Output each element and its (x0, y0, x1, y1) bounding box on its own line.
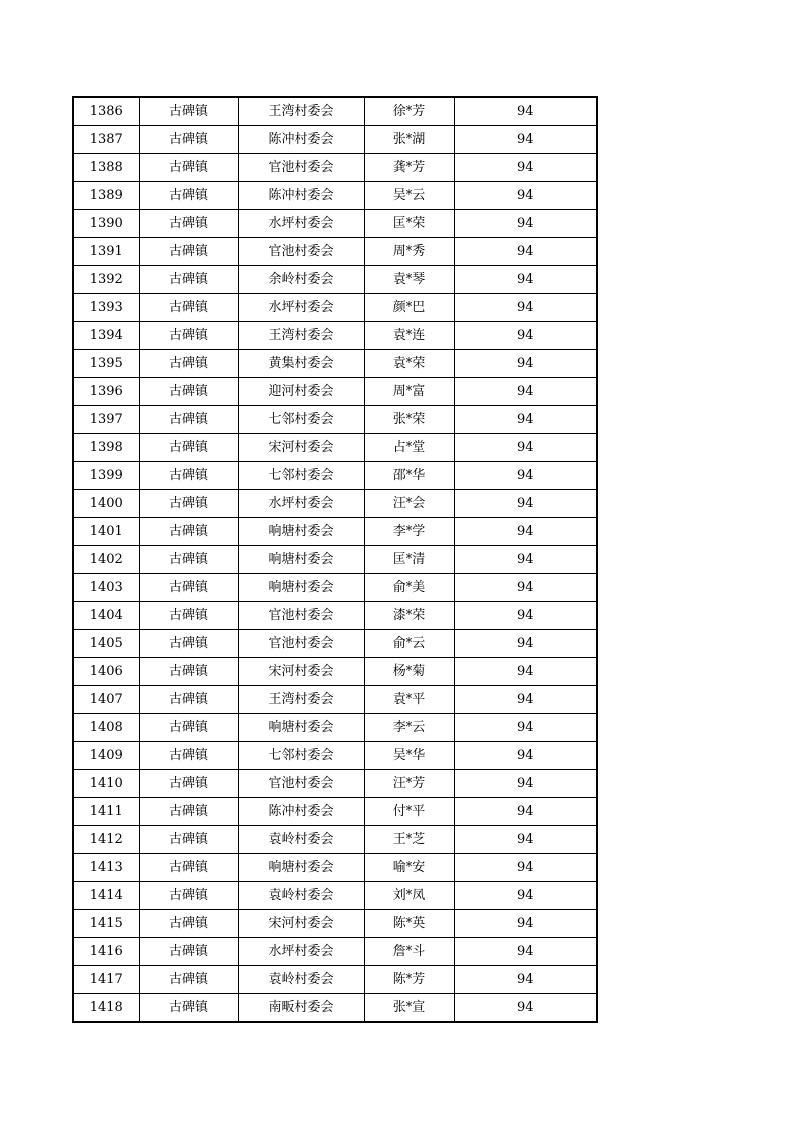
score-cell: 94 (454, 490, 597, 518)
table-row (73, 490, 597, 518)
score-cell: 94 (454, 742, 597, 770)
table-row (73, 294, 597, 322)
village-committee-cell: 响塘村委会 (238, 574, 364, 602)
row-number-cell: 1407 (73, 686, 139, 714)
village-committee-cell: 宋河村委会 (238, 658, 364, 686)
village-committee-cell: 官池村委会 (238, 770, 364, 798)
row-number-cell: 1394 (73, 322, 139, 350)
table-row (73, 770, 597, 798)
village-committee-cell: 王湾村委会 (238, 97, 364, 126)
row-number-cell: 1400 (73, 490, 139, 518)
score-cell: 94 (454, 630, 597, 658)
row-number-cell: 1410 (73, 770, 139, 798)
town-cell: 古碑镇 (139, 658, 238, 686)
town-cell: 古碑镇 (139, 602, 238, 630)
person-name-cell: 匡*清 (364, 546, 454, 574)
row-number-cell: 1397 (73, 406, 139, 434)
score-cell: 94 (454, 434, 597, 462)
table-row (73, 826, 597, 854)
person-name-cell: 袁*琴 (364, 266, 454, 294)
row-number-cell: 1395 (73, 350, 139, 378)
village-committee-cell: 陈冲村委会 (238, 182, 364, 210)
person-name-cell: 陈*英 (364, 910, 454, 938)
table-row (73, 742, 597, 770)
score-cell: 94 (454, 546, 597, 574)
village-committee-cell: 响塘村委会 (238, 854, 364, 882)
town-cell: 古碑镇 (139, 966, 238, 994)
town-cell: 古碑镇 (139, 770, 238, 798)
table-row (73, 966, 597, 994)
village-committee-cell: 水坪村委会 (238, 938, 364, 966)
table-row (73, 126, 597, 154)
town-cell: 古碑镇 (139, 630, 238, 658)
score-cell: 94 (454, 798, 597, 826)
person-name-cell: 陈*芳 (364, 966, 454, 994)
score-cell: 94 (454, 350, 597, 378)
table-row (73, 406, 597, 434)
table-row (73, 994, 597, 1023)
table-row (73, 518, 597, 546)
town-cell: 古碑镇 (139, 266, 238, 294)
score-cell: 94 (454, 826, 597, 854)
person-name-cell: 周*秀 (364, 238, 454, 266)
score-cell: 94 (454, 854, 597, 882)
person-name-cell: 刘*凤 (364, 882, 454, 910)
town-cell: 古碑镇 (139, 574, 238, 602)
town-cell: 古碑镇 (139, 490, 238, 518)
person-name-cell: 龚*芳 (364, 154, 454, 182)
town-cell: 古碑镇 (139, 182, 238, 210)
table-row (73, 630, 597, 658)
village-committee-cell: 水坪村委会 (238, 210, 364, 238)
row-number-cell: 1416 (73, 938, 139, 966)
town-cell: 古碑镇 (139, 434, 238, 462)
score-cell: 94 (454, 97, 597, 126)
town-cell: 古碑镇 (139, 97, 238, 126)
town-cell: 古碑镇 (139, 686, 238, 714)
score-cell: 94 (454, 294, 597, 322)
village-committee-cell: 响塘村委会 (238, 546, 364, 574)
town-cell: 古碑镇 (139, 462, 238, 490)
table-row (73, 210, 597, 238)
table-row (73, 854, 597, 882)
table-row (73, 97, 597, 126)
row-number-cell: 1406 (73, 658, 139, 686)
score-cell: 94 (454, 882, 597, 910)
person-name-cell: 俞*美 (364, 574, 454, 602)
table-row (73, 266, 597, 294)
row-number-cell: 1411 (73, 798, 139, 826)
person-name-cell: 詹*斗 (364, 938, 454, 966)
table-row (73, 714, 597, 742)
town-cell: 古碑镇 (139, 238, 238, 266)
town-cell: 古碑镇 (139, 854, 238, 882)
table-row (73, 238, 597, 266)
person-name-cell: 占*堂 (364, 434, 454, 462)
town-cell: 古碑镇 (139, 378, 238, 406)
table-row (73, 350, 597, 378)
row-number-cell: 1418 (73, 994, 139, 1023)
town-cell: 古碑镇 (139, 350, 238, 378)
village-committee-cell: 官池村委会 (238, 630, 364, 658)
score-cell: 94 (454, 966, 597, 994)
person-name-cell: 袁*平 (364, 686, 454, 714)
row-number-cell: 1386 (73, 97, 139, 126)
village-committee-cell: 陈冲村委会 (238, 798, 364, 826)
person-name-cell: 匡*荣 (364, 210, 454, 238)
score-cell: 94 (454, 266, 597, 294)
town-cell: 古碑镇 (139, 294, 238, 322)
row-number-cell: 1401 (73, 518, 139, 546)
score-cell: 94 (454, 994, 597, 1023)
village-committee-cell: 响塘村委会 (238, 518, 364, 546)
score-cell: 94 (454, 770, 597, 798)
table-row (73, 658, 597, 686)
score-cell: 94 (454, 910, 597, 938)
table-row (73, 798, 597, 826)
row-number-cell: 1402 (73, 546, 139, 574)
row-number-cell: 1390 (73, 210, 139, 238)
score-cell: 94 (454, 210, 597, 238)
row-number-cell: 1417 (73, 966, 139, 994)
person-name-cell: 王*芝 (364, 826, 454, 854)
score-cell: 94 (454, 238, 597, 266)
row-number-cell: 1408 (73, 714, 139, 742)
score-cell: 94 (454, 574, 597, 602)
person-name-cell: 吴*华 (364, 742, 454, 770)
person-name-cell: 吴*云 (364, 182, 454, 210)
row-number-cell: 1403 (73, 574, 139, 602)
town-cell: 古碑镇 (139, 742, 238, 770)
person-name-cell: 付*平 (364, 798, 454, 826)
person-name-cell: 张*湖 (364, 126, 454, 154)
table-row (73, 378, 597, 406)
table-row (73, 154, 597, 182)
score-cell: 94 (454, 462, 597, 490)
row-number-cell: 1399 (73, 462, 139, 490)
person-name-cell: 袁*连 (364, 322, 454, 350)
table-row (73, 882, 597, 910)
town-cell: 古碑镇 (139, 910, 238, 938)
town-cell: 古碑镇 (139, 938, 238, 966)
score-cell: 94 (454, 658, 597, 686)
score-cell: 94 (454, 322, 597, 350)
town-cell: 古碑镇 (139, 714, 238, 742)
row-number-cell: 1405 (73, 630, 139, 658)
village-committee-cell: 七邻村委会 (238, 406, 364, 434)
score-cell: 94 (454, 126, 597, 154)
town-cell: 古碑镇 (139, 518, 238, 546)
row-number-cell: 1415 (73, 910, 139, 938)
row-number-cell: 1412 (73, 826, 139, 854)
person-name-cell: 杨*菊 (364, 658, 454, 686)
town-cell: 古碑镇 (139, 322, 238, 350)
row-number-cell: 1398 (73, 434, 139, 462)
village-committee-cell: 七邻村委会 (238, 742, 364, 770)
town-cell: 古碑镇 (139, 826, 238, 854)
village-committee-cell: 水坪村委会 (238, 490, 364, 518)
person-name-cell: 漆*荣 (364, 602, 454, 630)
score-cell: 94 (454, 602, 597, 630)
roster-table (72, 96, 598, 1023)
table-row (73, 462, 597, 490)
town-cell: 古碑镇 (139, 546, 238, 574)
table-row (73, 546, 597, 574)
roster-table-body (73, 97, 597, 1022)
person-name-cell: 颜*巴 (364, 294, 454, 322)
score-cell: 94 (454, 154, 597, 182)
town-cell: 古碑镇 (139, 406, 238, 434)
village-committee-cell: 南畈村委会 (238, 994, 364, 1023)
table-row (73, 434, 597, 462)
village-committee-cell: 王湾村委会 (238, 322, 364, 350)
village-committee-cell: 水坪村委会 (238, 294, 364, 322)
row-number-cell: 1391 (73, 238, 139, 266)
table-row (73, 602, 597, 630)
table-row (73, 686, 597, 714)
table-row (73, 574, 597, 602)
village-committee-cell: 七邻村委会 (238, 462, 364, 490)
score-cell: 94 (454, 182, 597, 210)
score-cell: 94 (454, 406, 597, 434)
village-committee-cell: 宋河村委会 (238, 434, 364, 462)
village-committee-cell: 陈冲村委会 (238, 126, 364, 154)
score-cell: 94 (454, 686, 597, 714)
village-committee-cell: 官池村委会 (238, 154, 364, 182)
village-committee-cell: 余岭村委会 (238, 266, 364, 294)
row-number-cell: 1392 (73, 266, 139, 294)
town-cell: 古碑镇 (139, 210, 238, 238)
person-name-cell: 李*学 (364, 518, 454, 546)
village-committee-cell: 官池村委会 (238, 238, 364, 266)
village-committee-cell: 袁岭村委会 (238, 826, 364, 854)
town-cell: 古碑镇 (139, 994, 238, 1023)
person-name-cell: 张*荣 (364, 406, 454, 434)
score-cell: 94 (454, 714, 597, 742)
village-committee-cell: 袁岭村委会 (238, 966, 364, 994)
score-cell: 94 (454, 518, 597, 546)
person-name-cell: 李*云 (364, 714, 454, 742)
row-number-cell: 1414 (73, 882, 139, 910)
person-name-cell: 徐*芳 (364, 97, 454, 126)
village-committee-cell: 王湾村委会 (238, 686, 364, 714)
person-name-cell: 袁*荣 (364, 350, 454, 378)
row-number-cell: 1413 (73, 854, 139, 882)
table-row (73, 938, 597, 966)
person-name-cell: 俞*云 (364, 630, 454, 658)
village-committee-cell: 黄集村委会 (238, 350, 364, 378)
village-committee-cell: 宋河村委会 (238, 910, 364, 938)
village-committee-cell: 迎河村委会 (238, 378, 364, 406)
village-committee-cell: 袁岭村委会 (238, 882, 364, 910)
person-name-cell: 周*富 (364, 378, 454, 406)
table-row (73, 910, 597, 938)
person-name-cell: 张*宣 (364, 994, 454, 1023)
row-number-cell: 1396 (73, 378, 139, 406)
row-number-cell: 1388 (73, 154, 139, 182)
town-cell: 古碑镇 (139, 798, 238, 826)
person-name-cell: 喻*安 (364, 854, 454, 882)
town-cell: 古碑镇 (139, 882, 238, 910)
village-committee-cell: 响塘村委会 (238, 714, 364, 742)
score-cell: 94 (454, 378, 597, 406)
row-number-cell: 1409 (73, 742, 139, 770)
person-name-cell: 汪*芳 (364, 770, 454, 798)
table-row (73, 182, 597, 210)
row-number-cell: 1404 (73, 602, 139, 630)
row-number-cell: 1393 (73, 294, 139, 322)
town-cell: 古碑镇 (139, 126, 238, 154)
person-name-cell: 邵*华 (364, 462, 454, 490)
table-row (73, 322, 597, 350)
row-number-cell: 1389 (73, 182, 139, 210)
town-cell: 古碑镇 (139, 154, 238, 182)
score-cell: 94 (454, 938, 597, 966)
person-name-cell: 汪*会 (364, 490, 454, 518)
village-committee-cell: 官池村委会 (238, 602, 364, 630)
row-number-cell: 1387 (73, 126, 139, 154)
